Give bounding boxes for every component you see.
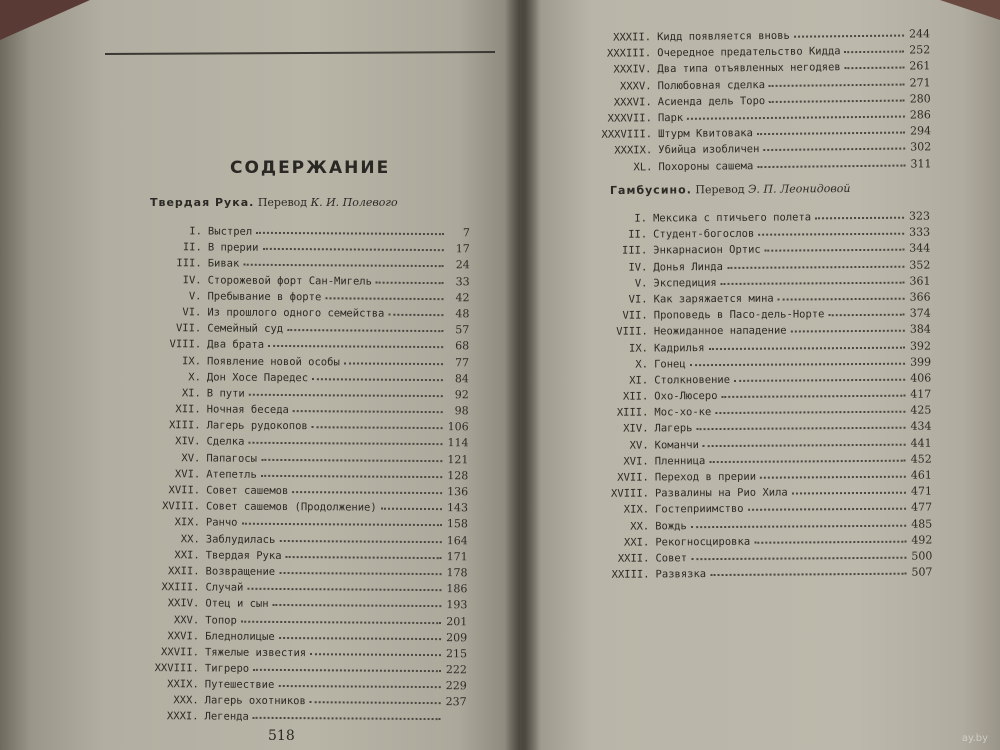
chapter-title: Два брата	[207, 338, 265, 352]
leader-dots	[769, 76, 905, 86]
leader-dots	[757, 157, 905, 168]
chapter-title: Развязка	[655, 568, 707, 581]
chapter-number: XI.	[181, 387, 201, 400]
section-work-title: Гамбусино.	[609, 183, 692, 198]
chapter-page: 128	[447, 468, 469, 483]
chapter-page: 286	[909, 108, 931, 122]
chapter-page: 492	[911, 533, 933, 547]
chapter-title: Экспедиция	[653, 276, 717, 290]
chapter-title: Сделка	[206, 435, 245, 449]
chapter-title: Гостеприимство	[655, 503, 744, 516]
leader-dots	[279, 565, 442, 575]
chapter-title: Гонец	[654, 357, 686, 371]
chapter-page: 98	[454, 404, 469, 418]
chapter-title: Очередное предательство Кидда	[657, 45, 841, 60]
chapter-page: 106	[447, 420, 469, 434]
leader-dots	[253, 662, 441, 672]
chapter-page: 399	[910, 355, 932, 369]
leader-dots	[792, 485, 906, 495]
chapter-number: XX.	[180, 532, 200, 545]
chapter-page: 271	[909, 75, 931, 90]
leader-dots	[696, 420, 905, 430]
chapter-title: Охо-Люсеро	[654, 390, 718, 403]
chapter-number: III.	[621, 244, 648, 258]
book-gutter	[505, 0, 541, 750]
leader-dots	[279, 533, 442, 543]
chapter-title: В прерии	[207, 241, 259, 255]
watermark: ay.by	[961, 733, 988, 744]
chapter-page: 48	[455, 307, 470, 321]
chapter-number: XII.	[622, 390, 649, 403]
leader-dots	[757, 125, 905, 136]
leader-dots	[763, 141, 905, 151]
chapter-page: 244	[908, 27, 931, 41]
leader-dots	[690, 355, 905, 366]
chapter-number: XXXIX.	[614, 144, 653, 157]
leader-dots	[388, 307, 443, 316]
chapter-page: 452	[910, 452, 932, 466]
chapter-number: XXIII.	[161, 581, 200, 594]
chapter-number: XIII.	[616, 406, 649, 419]
chapter-number: IX.	[628, 341, 648, 355]
chapter-number: XXIII.	[611, 568, 650, 581]
leader-dots	[376, 274, 444, 283]
chapter-title: Студент-богослов	[653, 227, 755, 241]
leader-dots	[381, 501, 442, 510]
chapter-title: Рекогносцировка	[655, 535, 751, 549]
chapter-title: Лагерь рудокопов	[206, 419, 308, 433]
chapter-page: 441	[910, 436, 932, 450]
chapter-title: Бивак	[207, 257, 240, 271]
chapter-page: 361	[909, 274, 931, 288]
chapter-page: 500	[911, 549, 933, 563]
chapter-page: 33	[455, 274, 470, 288]
chapter-number: XXVIII.	[154, 662, 199, 675]
chapter-page: 121	[447, 452, 469, 466]
chapter-number: VII.	[175, 322, 202, 335]
chapter-title: Совет сашемов (Продолжение)	[205, 500, 377, 514]
chapter-page: 406	[910, 371, 932, 385]
chapter-title: Неожиданное нападение	[653, 324, 787, 338]
chapter-title: Вождь	[655, 519, 687, 533]
chapter-page: 68	[455, 339, 470, 353]
leader-dots	[721, 274, 905, 284]
leader-dots	[769, 92, 905, 102]
leader-dots	[709, 453, 905, 463]
chapter-number: XI.	[629, 374, 649, 387]
chapter-number: XXVII.	[161, 646, 200, 659]
chapter-title: Как заряжается мина	[653, 292, 774, 306]
chapter-page: 507	[911, 565, 933, 579]
chapter-number: XVI.	[623, 455, 649, 468]
chapter-page: 477	[911, 500, 933, 515]
chapter-number: VIII.	[616, 325, 648, 339]
toc-entry	[136, 710, 466, 728]
chapter-number: XXIX.	[167, 678, 199, 691]
section-translator-label: Перевод	[257, 196, 308, 209]
chapter-number: XXV.	[173, 613, 200, 626]
chapter-number: XXXIII.	[606, 47, 652, 60]
toc-list-right-continued	[575, 27, 932, 176]
chapter-title: Появление новой особы	[207, 354, 340, 368]
leader-dots	[687, 108, 905, 119]
chapter-page: 374	[909, 306, 931, 320]
leader-dots	[278, 678, 441, 688]
chapter-number: XVIII.	[610, 487, 650, 500]
chapter-title: Команчи	[654, 438, 699, 452]
leader-dots	[828, 307, 904, 317]
chapter-number: XIII.	[168, 419, 201, 432]
leader-dots	[703, 436, 906, 446]
leader-dots	[794, 28, 904, 38]
background-corner	[0, 0, 90, 40]
leader-dots	[715, 404, 905, 414]
section-work-title: Твердая Рука.	[150, 196, 255, 209]
chapter-title: Возвращение	[205, 565, 276, 578]
chapter-title: Путешествие	[204, 678, 275, 692]
section-translator-name: Э. П. Леонидовой	[748, 181, 851, 196]
chapter-title: Случай	[205, 581, 244, 594]
chapter-title: Развалины на Рио Хила	[654, 486, 788, 500]
chapter-page: 434	[910, 419, 932, 434]
chapter-title: Парк	[657, 111, 684, 125]
page-number: 518	[268, 728, 295, 744]
chapter-number: II.	[628, 228, 648, 241]
chapter-number: XVI.	[174, 468, 201, 481]
chapter-number: X.	[635, 358, 649, 371]
chapter-number: IV.	[628, 261, 648, 274]
chapter-number: XXII.	[167, 565, 200, 578]
chapter-title: Совет сашемов	[206, 484, 289, 498]
toc-list-left	[136, 224, 469, 728]
chapter-page: 384	[909, 322, 931, 336]
chapter-title: В пути	[206, 387, 245, 400]
leader-dots	[253, 709, 441, 719]
leader-dots	[312, 371, 443, 381]
chapter-page: 471	[910, 484, 933, 498]
leader-dots	[845, 60, 905, 70]
chapter-page: 92	[454, 388, 469, 402]
chapter-title: Твердая Рука	[205, 549, 282, 562]
chapter-number: VII.	[622, 309, 648, 322]
leader-dots	[242, 516, 442, 526]
chapter-title: Ранчо	[205, 516, 238, 530]
chapter-page: 186	[446, 582, 468, 596]
chapter-title: Штурм Квитовака	[658, 127, 753, 141]
chapter-number: XXI.	[623, 536, 650, 549]
chapter-page: 42	[455, 290, 470, 305]
leader-dots	[754, 533, 906, 543]
chapter-number: XIX.	[623, 503, 650, 517]
chapter-number: III.	[176, 257, 202, 270]
section-heading-tverdaya-ruka	[150, 196, 398, 209]
chapter-page: 77	[454, 355, 470, 369]
leader-dots	[691, 550, 906, 561]
chapter-page: 171	[446, 549, 468, 564]
leader-dots	[248, 435, 442, 445]
chapter-number: XL.	[633, 160, 653, 173]
leader-dots	[708, 339, 904, 349]
leader-dots	[758, 226, 904, 236]
chapter-title: Папагосы	[206, 452, 257, 465]
chapter-number: XXXV.	[619, 79, 652, 93]
chapter-page: 417	[910, 387, 932, 401]
chapter-page: 461	[910, 468, 932, 482]
chapter-title: Кидд появляется вновь	[657, 29, 790, 44]
leader-dots	[256, 225, 444, 235]
chapter-title: Кадрилья	[653, 341, 705, 354]
chapter-title: Мексика с птичьего полета	[653, 211, 812, 225]
section-translator-name: К. И. Полевого	[310, 196, 398, 209]
chapter-number: XXX.	[173, 694, 199, 707]
chapter-number: XXXVII.	[607, 112, 652, 125]
chapter-number: IV.	[182, 273, 202, 286]
chapter-page: 215	[445, 647, 468, 661]
chapter-page: 302	[910, 140, 932, 154]
chapter-title: Выстрел	[207, 225, 253, 238]
chapter-title: Переход в прерии	[654, 470, 757, 484]
chapter-page: 333	[909, 225, 931, 239]
chapter-page: 229	[445, 679, 467, 693]
chapter-title: Ночная беседа	[206, 403, 289, 417]
chapter-number: XX.	[630, 520, 650, 533]
leader-dots	[249, 387, 443, 397]
chapter-page: 178	[446, 566, 468, 580]
leader-dots	[815, 210, 904, 220]
chapter-title: Асиенда дель Торо	[657, 94, 766, 108]
chapter-title: Лагерь охотников	[204, 694, 306, 708]
chapter-page: 311	[910, 156, 932, 170]
leader-dots	[286, 549, 442, 559]
leader-dots	[734, 372, 905, 382]
leader-dots	[748, 501, 907, 511]
chapter-page: 201	[446, 614, 468, 628]
chapter-page: 352	[909, 258, 931, 272]
chapter-page: 164	[446, 533, 468, 547]
chapter-title: Совет	[655, 552, 688, 565]
leader-dots	[844, 44, 904, 54]
chapter-title: Отец и сын	[205, 597, 269, 611]
chapter-title: Легенда	[204, 710, 249, 723]
chapter-title: Мос-хо-ке	[654, 406, 712, 419]
chapter-number: VI.	[628, 293, 648, 306]
toc-list-right	[575, 210, 933, 585]
chapter-number: I.	[189, 225, 202, 238]
chapter-page: 7	[462, 226, 470, 240]
chapter-title: Лагерь	[654, 422, 693, 435]
leader-dots	[325, 290, 443, 300]
chapter-number: XXIV.	[167, 597, 200, 610]
chapter-number: XXII.	[617, 552, 650, 565]
chapter-number: II.	[182, 241, 202, 254]
chapter-number: XVII.	[168, 484, 201, 497]
leader-dots	[691, 517, 906, 528]
leader-dots	[243, 257, 443, 267]
leader-dots	[292, 484, 442, 494]
chapter-number: VIII.	[169, 338, 202, 351]
chapter-title: Столкновение	[654, 373, 731, 387]
leader-dots	[727, 258, 905, 268]
leader-dots	[760, 469, 906, 479]
section-heading-gambusino	[610, 182, 851, 197]
chapter-title: Убийца изобличен	[658, 143, 760, 157]
leader-dots	[279, 630, 442, 640]
leader-dots	[261, 451, 442, 461]
chapter-title: Тигреро	[204, 662, 250, 675]
chapter-number: IX.	[182, 354, 202, 367]
chapter-page: 485	[911, 517, 933, 531]
chapter-page: 392	[909, 339, 931, 353]
chapter-title: Семейный суд	[207, 322, 284, 336]
chapter-title: Энкарнасион Ортис	[653, 244, 761, 257]
chapter-title: Сторожевой форт Сан-Мигель	[207, 274, 373, 288]
chapter-page: 294	[909, 124, 932, 138]
chapter-number: V.	[634, 277, 648, 290]
chapter-title: Похороны сашема	[658, 159, 754, 173]
chapter-title: Пребывание в форте	[207, 290, 322, 304]
chapter-title: Бледнолицые	[205, 630, 275, 643]
chapter-page: 344	[909, 241, 931, 256]
leader-dots	[310, 695, 441, 705]
leader-dots	[310, 646, 441, 656]
chapter-page: 366	[909, 290, 931, 304]
chapter-number: XV.	[629, 439, 649, 452]
chapter-title: Из прошлого одного семейства	[207, 306, 385, 320]
chapter-number: XIV.	[623, 422, 649, 436]
chapter-page: 84	[454, 371, 469, 385]
chapter-number: XXXVI.	[613, 95, 652, 109]
chapter-page: 114	[447, 436, 469, 450]
chapter-number: XIX.	[174, 516, 200, 529]
chapter-page: 158	[446, 517, 468, 531]
page-title: СОДЕРЖАНИЕ	[230, 158, 391, 178]
toc-entry	[577, 566, 932, 585]
leader-dots	[312, 419, 443, 429]
chapter-number: XII.	[175, 403, 201, 416]
chapter-number: XXI.	[174, 548, 200, 562]
chapter-title: Проповедь в Пасо-дель-Норте	[653, 308, 825, 322]
chapter-page: 323	[908, 209, 931, 223]
leader-dots	[710, 566, 906, 576]
chapter-page: 24	[455, 258, 470, 272]
chapter-title: Дон Хосе Паредес	[206, 371, 309, 384]
leader-dots	[261, 468, 442, 478]
leader-dots	[287, 322, 443, 332]
chapter-page: 17	[455, 242, 470, 256]
chapter-number: XV.	[181, 451, 201, 465]
chapter-number: XXXVIII.	[601, 128, 653, 141]
section-translator-label: Перевод	[695, 182, 745, 197]
chapter-title: Атепетль	[206, 468, 257, 481]
chapter-title: Донья Линда	[653, 260, 723, 274]
chapter-number: XVIII.	[162, 500, 201, 513]
leader-dots	[241, 613, 441, 623]
chapter-page: 280	[909, 92, 931, 106]
chapter-number: XXXI.	[166, 709, 199, 723]
chapter-number: VI.	[182, 306, 202, 319]
chapter-page: 261	[909, 59, 931, 73]
leader-dots	[778, 291, 905, 301]
chapter-page: 143	[446, 501, 469, 515]
chapter-number: V.	[188, 290, 202, 303]
chapter-number: XXXIV.	[613, 63, 652, 76]
leader-dots	[268, 338, 443, 348]
chapter-number: I.	[634, 212, 648, 225]
chapter-title: Полюбовная сделка	[657, 78, 766, 92]
chapter-title: Заблудилась	[205, 533, 276, 546]
leader-dots	[293, 403, 443, 413]
leader-dots	[344, 355, 443, 365]
chapter-page: 136	[447, 485, 469, 499]
chapter-title: Два типа отъявленных негодяев	[657, 61, 841, 76]
chapter-number: XXVI.	[167, 629, 200, 643]
chapter-number: X.	[188, 371, 201, 384]
leader-dots	[247, 581, 441, 591]
leader-dots	[262, 241, 443, 251]
chapter-title: Пленница	[654, 454, 706, 468]
leader-dots	[273, 597, 442, 607]
chapter-title: Тяжелые известия	[204, 646, 307, 660]
chapter-page: 209	[446, 630, 468, 644]
chapter-number: XVII.	[617, 471, 649, 484]
leader-dots	[765, 242, 905, 252]
chapter-page: 57	[455, 323, 470, 337]
chapter-number: XXXII.	[613, 31, 652, 44]
chapter-number: XIV.	[175, 435, 201, 448]
chapter-page: 425	[910, 403, 932, 417]
chapter-page: 237	[445, 695, 467, 709]
chapter-page: 252	[909, 43, 931, 57]
chapter-title: Топор	[205, 613, 237, 627]
leader-dots	[721, 388, 905, 398]
leader-dots	[791, 323, 905, 333]
chapter-page: 193	[446, 598, 468, 612]
chapter-page: 222	[445, 663, 467, 677]
background-corner-right	[940, 0, 1000, 20]
